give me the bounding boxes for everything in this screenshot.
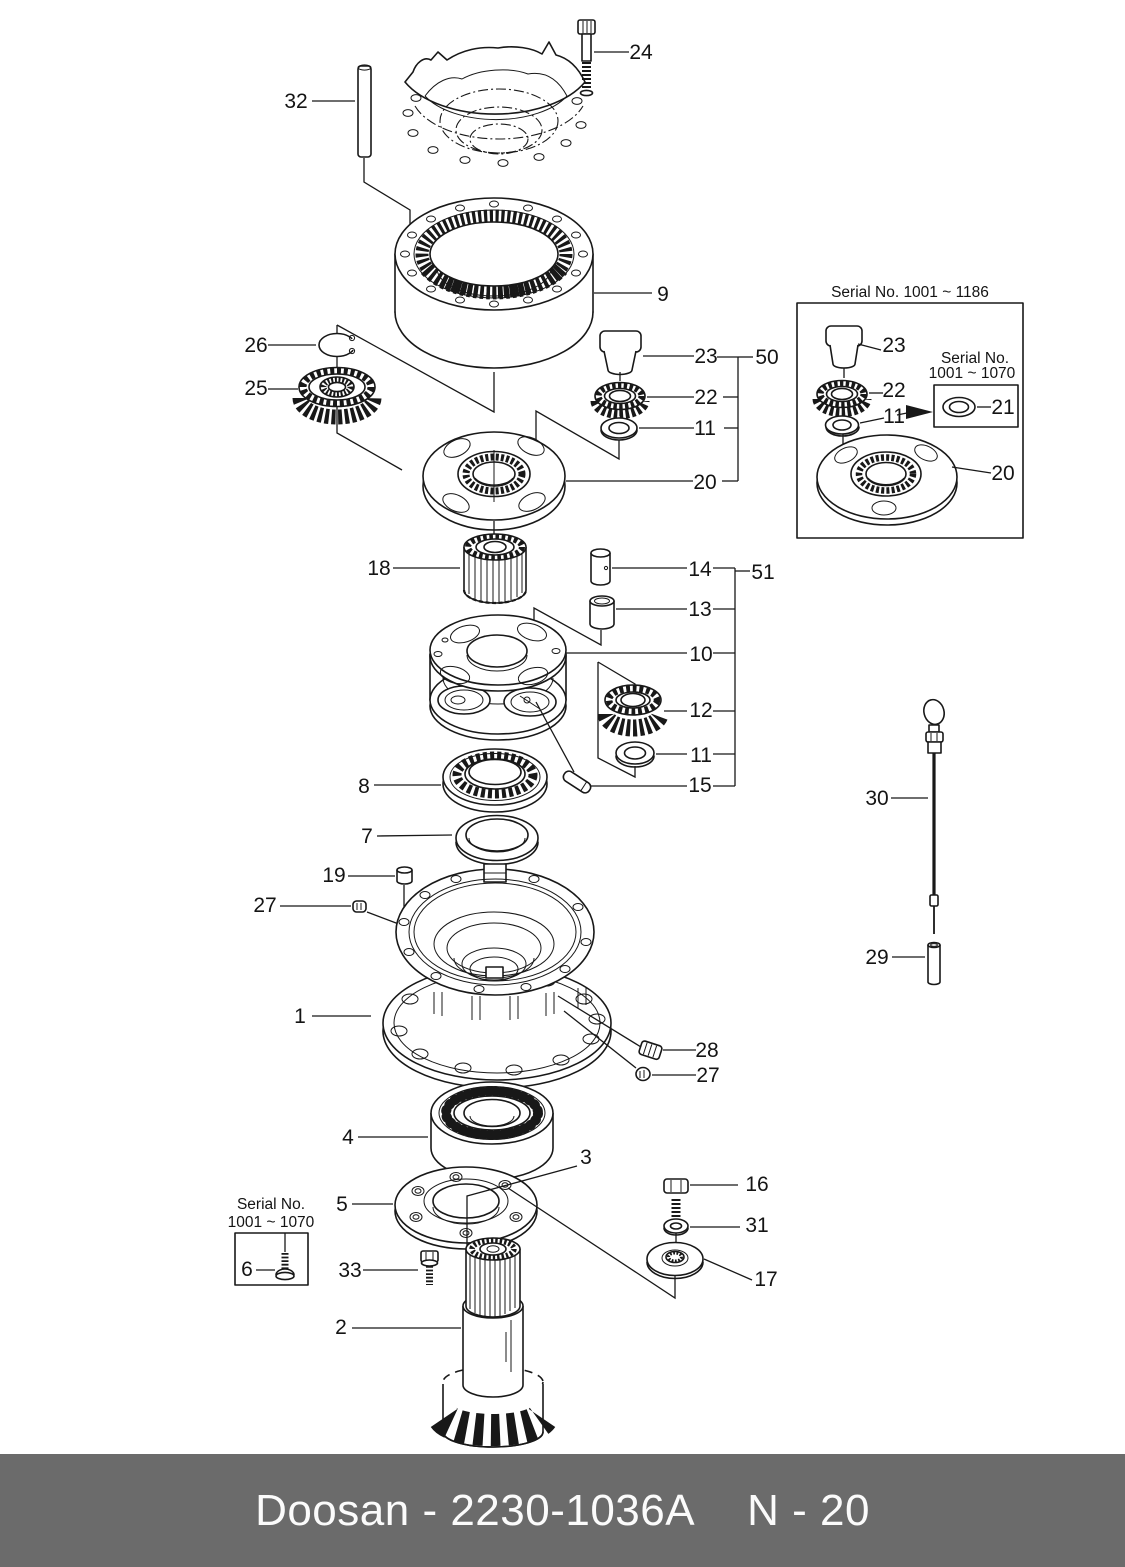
callout-28: 28 bbox=[695, 1039, 719, 1062]
callout-17: 17 bbox=[754, 1268, 778, 1291]
callout-29: 29 bbox=[865, 946, 889, 969]
callout-5: 5 bbox=[336, 1193, 348, 1216]
part-bearing-8 bbox=[443, 749, 547, 812]
callout-15: 15 bbox=[688, 774, 712, 797]
part-top-cover bbox=[403, 42, 586, 166]
part-cover-disc-17 bbox=[647, 1243, 703, 1279]
part-gear-22-inset bbox=[817, 381, 867, 412]
part-bolt-33 bbox=[421, 1251, 438, 1285]
part-plug-28 bbox=[638, 1040, 662, 1060]
inset-serial-box-top bbox=[797, 284, 1023, 538]
arrow-to-inner-box bbox=[906, 405, 933, 419]
part-gear-22 bbox=[595, 383, 645, 414]
callout-7: 7 bbox=[361, 825, 373, 848]
callout-6: 6 bbox=[241, 1258, 253, 1281]
part-tube-29 bbox=[928, 943, 940, 985]
callout-27b: 27 bbox=[696, 1064, 720, 1087]
callout-27a: 27 bbox=[253, 894, 277, 917]
callout-11b: 11 bbox=[690, 744, 712, 767]
callout-1: 1 bbox=[294, 1005, 306, 1028]
callout-11: 11 bbox=[694, 417, 716, 440]
callout-20: 20 bbox=[693, 471, 717, 494]
part-bolt-16 bbox=[664, 1179, 688, 1218]
callout-22: 22 bbox=[694, 386, 718, 409]
callout-33: 33 bbox=[338, 1259, 362, 1282]
callout-31: 31 bbox=[745, 1214, 769, 1237]
callout-13: 13 bbox=[688, 598, 712, 621]
part-washer-11 bbox=[601, 418, 637, 440]
part-set-screw-27a bbox=[353, 901, 366, 912]
callout-16: 16 bbox=[745, 1173, 769, 1196]
group-bracket-50 bbox=[717, 357, 753, 481]
callout-24: 24 bbox=[629, 41, 653, 64]
callout-26: 26 bbox=[244, 334, 268, 357]
callout-20-inset: 20 bbox=[991, 462, 1015, 485]
part-plug-23-inset bbox=[826, 326, 862, 368]
callout-10: 10 bbox=[689, 643, 713, 666]
part-carrier-10 bbox=[430, 615, 566, 740]
callout-18: 18 bbox=[367, 557, 391, 580]
part-housing-ring bbox=[396, 864, 594, 995]
part-ring-gear-9 bbox=[395, 198, 593, 368]
callout-11-inset: 11 bbox=[883, 405, 905, 428]
callout-22-inset: 22 bbox=[882, 379, 906, 402]
serial-box-bottom-title-line2: 1001 ~ 1070 bbox=[227, 1214, 315, 1231]
part-shaft-2 bbox=[443, 1238, 543, 1447]
part-carrier-20-inset bbox=[817, 435, 957, 525]
inset-serial-box-bottom bbox=[228, 1196, 315, 1285]
serial-box-top-title: Serial No. 1001 ~ 1186 bbox=[831, 284, 989, 301]
part-pin-15 bbox=[561, 769, 592, 795]
part-gear-12 bbox=[605, 685, 661, 728]
part-washer-21 bbox=[943, 398, 975, 417]
group-bracket-51 bbox=[713, 568, 750, 786]
part-screw-6 bbox=[276, 1253, 294, 1280]
part-seal-7 bbox=[456, 816, 538, 865]
callout-23: 23 bbox=[694, 345, 718, 368]
footer-page-number: N - 20 bbox=[747, 1485, 870, 1535]
part-carrier-20 bbox=[423, 432, 565, 530]
part-dipstick-30 bbox=[921, 697, 947, 934]
callout-19: 19 bbox=[322, 864, 346, 887]
callout-21: 21 bbox=[991, 396, 1015, 419]
callout-3: 3 bbox=[580, 1146, 592, 1169]
part-bushing-13 bbox=[590, 596, 614, 629]
part-pin-32 bbox=[358, 65, 371, 157]
part-plug-23 bbox=[600, 331, 641, 375]
part-set-screw-27b bbox=[636, 1068, 650, 1081]
part-pinion-18 bbox=[464, 534, 526, 603]
callout-12: 12 bbox=[689, 699, 713, 722]
part-washer-11b bbox=[616, 742, 654, 767]
callout-14: 14 bbox=[688, 558, 712, 581]
callout-9: 9 bbox=[657, 283, 669, 306]
part-pin-14 bbox=[591, 549, 610, 585]
footer-bar bbox=[0, 1454, 1125, 1567]
callout-23-inset: 23 bbox=[882, 334, 906, 357]
serial-box-bottom-title-line1: Serial No. bbox=[236, 1196, 306, 1213]
footer-brand-code: Doosan - 2230-1036A bbox=[255, 1485, 696, 1535]
callout-32: 32 bbox=[284, 90, 308, 113]
callout-4: 4 bbox=[342, 1126, 354, 1149]
part-washer-11-inset bbox=[826, 416, 860, 436]
callout-8: 8 bbox=[358, 775, 370, 798]
callout-2: 2 bbox=[335, 1316, 347, 1339]
inner-box-title-line1: Serial No. bbox=[940, 350, 1010, 367]
callout-30: 30 bbox=[865, 787, 889, 810]
callout-25: 25 bbox=[244, 377, 268, 400]
callout-50: 50 bbox=[755, 346, 779, 369]
callout-51: 51 bbox=[751, 561, 775, 584]
part-bearing-4 bbox=[431, 1082, 553, 1179]
part-snap-ring-26 bbox=[319, 334, 355, 357]
inner-box-title-line2: 1001 ~ 1070 bbox=[928, 365, 1016, 382]
part-plate-5 bbox=[395, 1167, 537, 1249]
part-plug-19 bbox=[397, 867, 412, 884]
part-washer-31 bbox=[664, 1219, 688, 1235]
